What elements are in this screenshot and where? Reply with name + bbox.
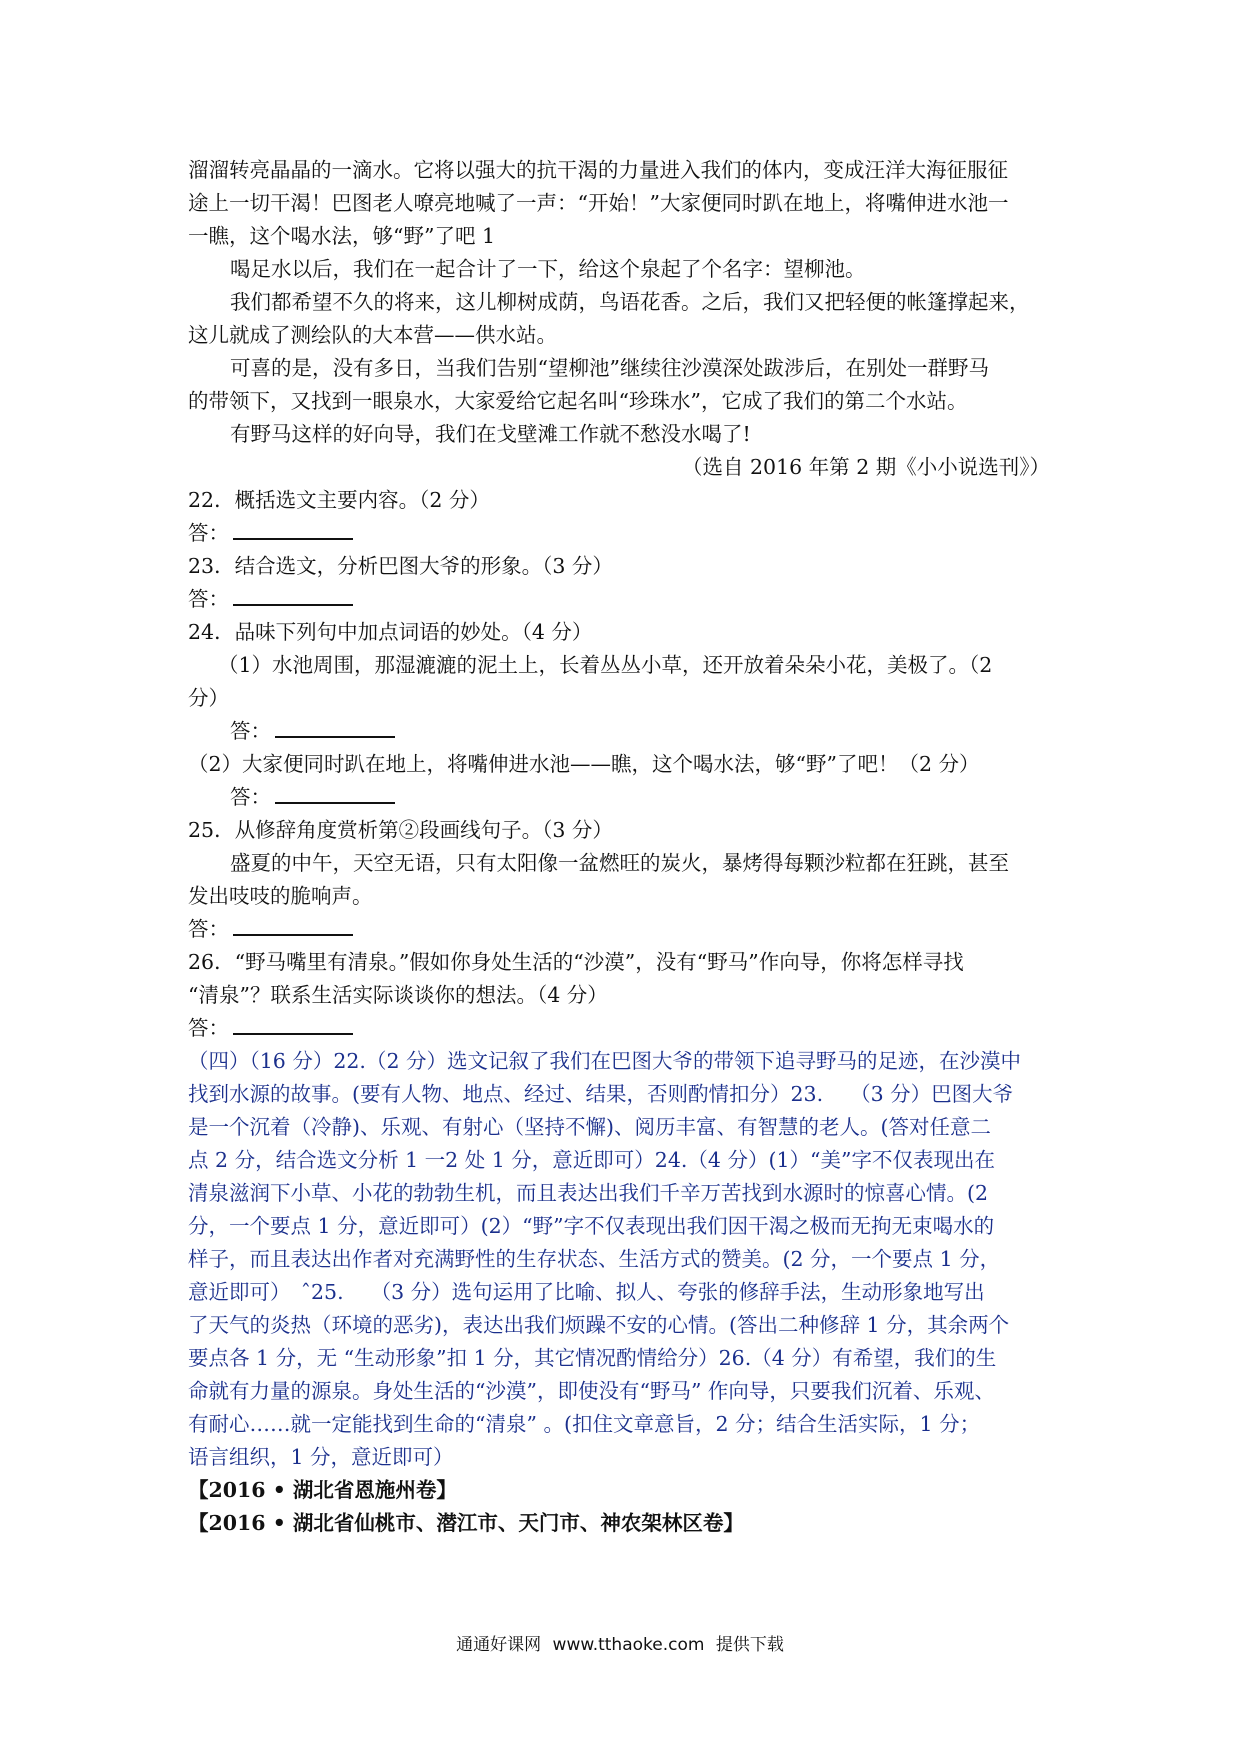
footer-url[interactable]: www.tthaoke.com	[552, 1635, 705, 1655]
answer-blank[interactable]	[275, 786, 395, 804]
document-body	[188, 154, 1050, 1540]
story-line: 这儿就成了测绘队的大本营——供水站。	[188, 323, 557, 347]
answer-key-line: 点 2 分，结合选文分析 1 一2 处 1 分，意近即可）24.（4 分）(1）“美”字不仅表现出在	[188, 1148, 995, 1172]
story-line: 喝足水以后，我们在一起合计了一下，给这个泉起了个名字：望柳池。	[230, 257, 866, 281]
story-line: 有野马这样的好向导，我们在戈壁滩工作就不愁没水喝了!	[230, 422, 751, 446]
answer-line-22	[188, 517, 1050, 550]
question-24-1: （1）水池周围，那湿漉漉的泥土上，长着丛丛小草，还开放着朵朵小花，美极了。（2	[218, 653, 993, 677]
question-24: 24．品味下列句中加点词语的妙处。（4 分）	[188, 620, 593, 644]
answer-line-24-1	[188, 715, 1050, 748]
answer-line-23	[188, 583, 1050, 616]
question-26: 26．“野马嘴里有清泉。”假如你身处生活的“沙漠”，没有“野马”作向导，你将怎样寻找	[188, 950, 964, 974]
answer-key-line: 语言组织，1 分，意近即可）	[188, 1445, 454, 1469]
answer-label: 答：	[188, 587, 229, 611]
story-line: 途上一切干渴！巴图老人嘹亮地喊了一声：“开始！”大家便同时趴在地上，将嘴伸进水池一	[188, 191, 1009, 215]
answer-blank[interactable]	[275, 720, 395, 738]
answer-line-25	[188, 913, 1050, 946]
question-25: 25．从修辞角度赏析第②段画线句子。（3 分）	[188, 818, 613, 842]
question-23: 23．结合选文，分析巴图大爷的形象。（3 分）	[188, 554, 613, 578]
answer-line-26	[188, 1012, 1050, 1045]
answer-key-line: 找到水源的故事。(要有人物、地点、经过、结果，否则酌情扣分）23. （3 分）巴图大爷	[188, 1082, 1014, 1106]
question-26-cont: “清泉”？联系生活实际谈谈你的想法。（4 分）	[188, 983, 608, 1007]
question-25-quote: 盛夏的中午，天空无语，只有太阳像一盆燃旺的炭火，暴烤得每颗沙粒都在狂跳，甚至	[230, 851, 1009, 875]
answer-key-line: 样子，而且表达出作者对充满野性的生存状态、生活方式的赞美。(2 分，一个要点 1 分，	[188, 1247, 1001, 1271]
question-22: 22．概括选文主要内容。（2 分）	[188, 488, 490, 512]
question-24-2: （2）大家便同时趴在地上，将嘴伸进水池——瞧，这个喝水法，够“野”了吧！（2 分）	[188, 752, 980, 776]
answer-key-line: 清泉滋润下小草、小花的勃勃生机，而且表达出我们千辛万苦找到水源时的惊喜心情。(2	[188, 1181, 989, 1205]
answer-key-line: 要点各 1 分，无 “生动形象”扣 1 分，其它情况酌情给分）26.（4 分）有希望，我们的生	[188, 1346, 997, 1370]
answer-blank[interactable]	[233, 1017, 353, 1035]
story-line: 一瞧，这个喝水法，够“野”了吧 1	[188, 224, 496, 248]
footer-suffix: 提供下载	[715, 1635, 784, 1655]
answer-blank[interactable]	[233, 522, 353, 540]
story-source: （选自 2016 年第 2 期《小小说选刊》）	[681, 455, 1050, 479]
answer-key-line: 了天气的炎热（环境的恶劣)，表达出我们烦躁不安的心情。(答出二种修辞 1 分，其余两个	[188, 1313, 1010, 1337]
answer-key-line: 意近即可） ˆ25. （3 分）选句运用了比喻、拟人、夸张的修辞手法，生动形象地写出	[188, 1280, 985, 1304]
answer-blank[interactable]	[233, 918, 353, 936]
story-line: 溜溜转亮晶晶的一滴水。它将以强大的抗干渴的力量进入我们的体内，变成汪洋大海征服征	[188, 158, 1008, 182]
answer-key-line: 分，一个要点 1 分，意近即可）(2）“野”字不仅表现出我们因干渴之极而无拘无束喝水的	[188, 1214, 995, 1238]
answer-key-line: 命就有力量的源泉。身处生活的“沙漠”，即使没有“野马” 作向导，只要我们沉着、乐观、	[188, 1379, 995, 1403]
answer-label: 答：	[230, 719, 271, 743]
answer-key-line: （四）（16 分）22.（2 分）选文记叙了我们在巴图大爷的带领下追寻野马的足迹，在沙漠中	[188, 1049, 1022, 1073]
answer-key-line: 是一个沉着（冷静)、乐观、有射心（坚持不懈)、阅历丰富、有智慧的老人。(答对任意二	[188, 1115, 991, 1139]
answer-label: 答：	[188, 917, 229, 941]
section-heading-enshi: 【2016 • 湖北省恩施州卷】	[188, 1478, 457, 1502]
story-line: 的带领下，又找到一眼泉水，大家爱给它起名叫“珍珠水”，它成了我们的第二个水站。	[188, 389, 968, 413]
question-25-quote-cont: 发出吱吱的脆响声。	[188, 884, 373, 908]
answer-line-24-2	[188, 781, 1050, 814]
answer-label: 答：	[188, 521, 229, 545]
answer-blank[interactable]	[233, 588, 353, 606]
section-heading-xiantao: 【2016 • 湖北省仙桃市、潜江市、天门市、神农架林区卷】	[188, 1511, 744, 1535]
question-24-1-cont: 分）	[188, 686, 229, 710]
story-line: 我们都希望不久的将来，这儿柳树成荫，鸟语花香。之后，我们又把轻便的帐篷撑起来，	[230, 290, 1030, 314]
answer-label: 答：	[230, 785, 271, 809]
answer-key-line: 有耐心……就一定能找到生命的“清泉” 。(扣住文章意旨，2 分；结合生活实际，1 分；	[188, 1412, 981, 1436]
page-footer	[0, 1630, 1240, 1655]
story-line: 可喜的是，没有多日，当我们告别“望柳池”继续往沙漠深处跋涉后，在别处一群野马	[230, 356, 989, 380]
answer-label: 答：	[188, 1016, 229, 1040]
footer-site-name: 通通好课网	[456, 1635, 542, 1655]
